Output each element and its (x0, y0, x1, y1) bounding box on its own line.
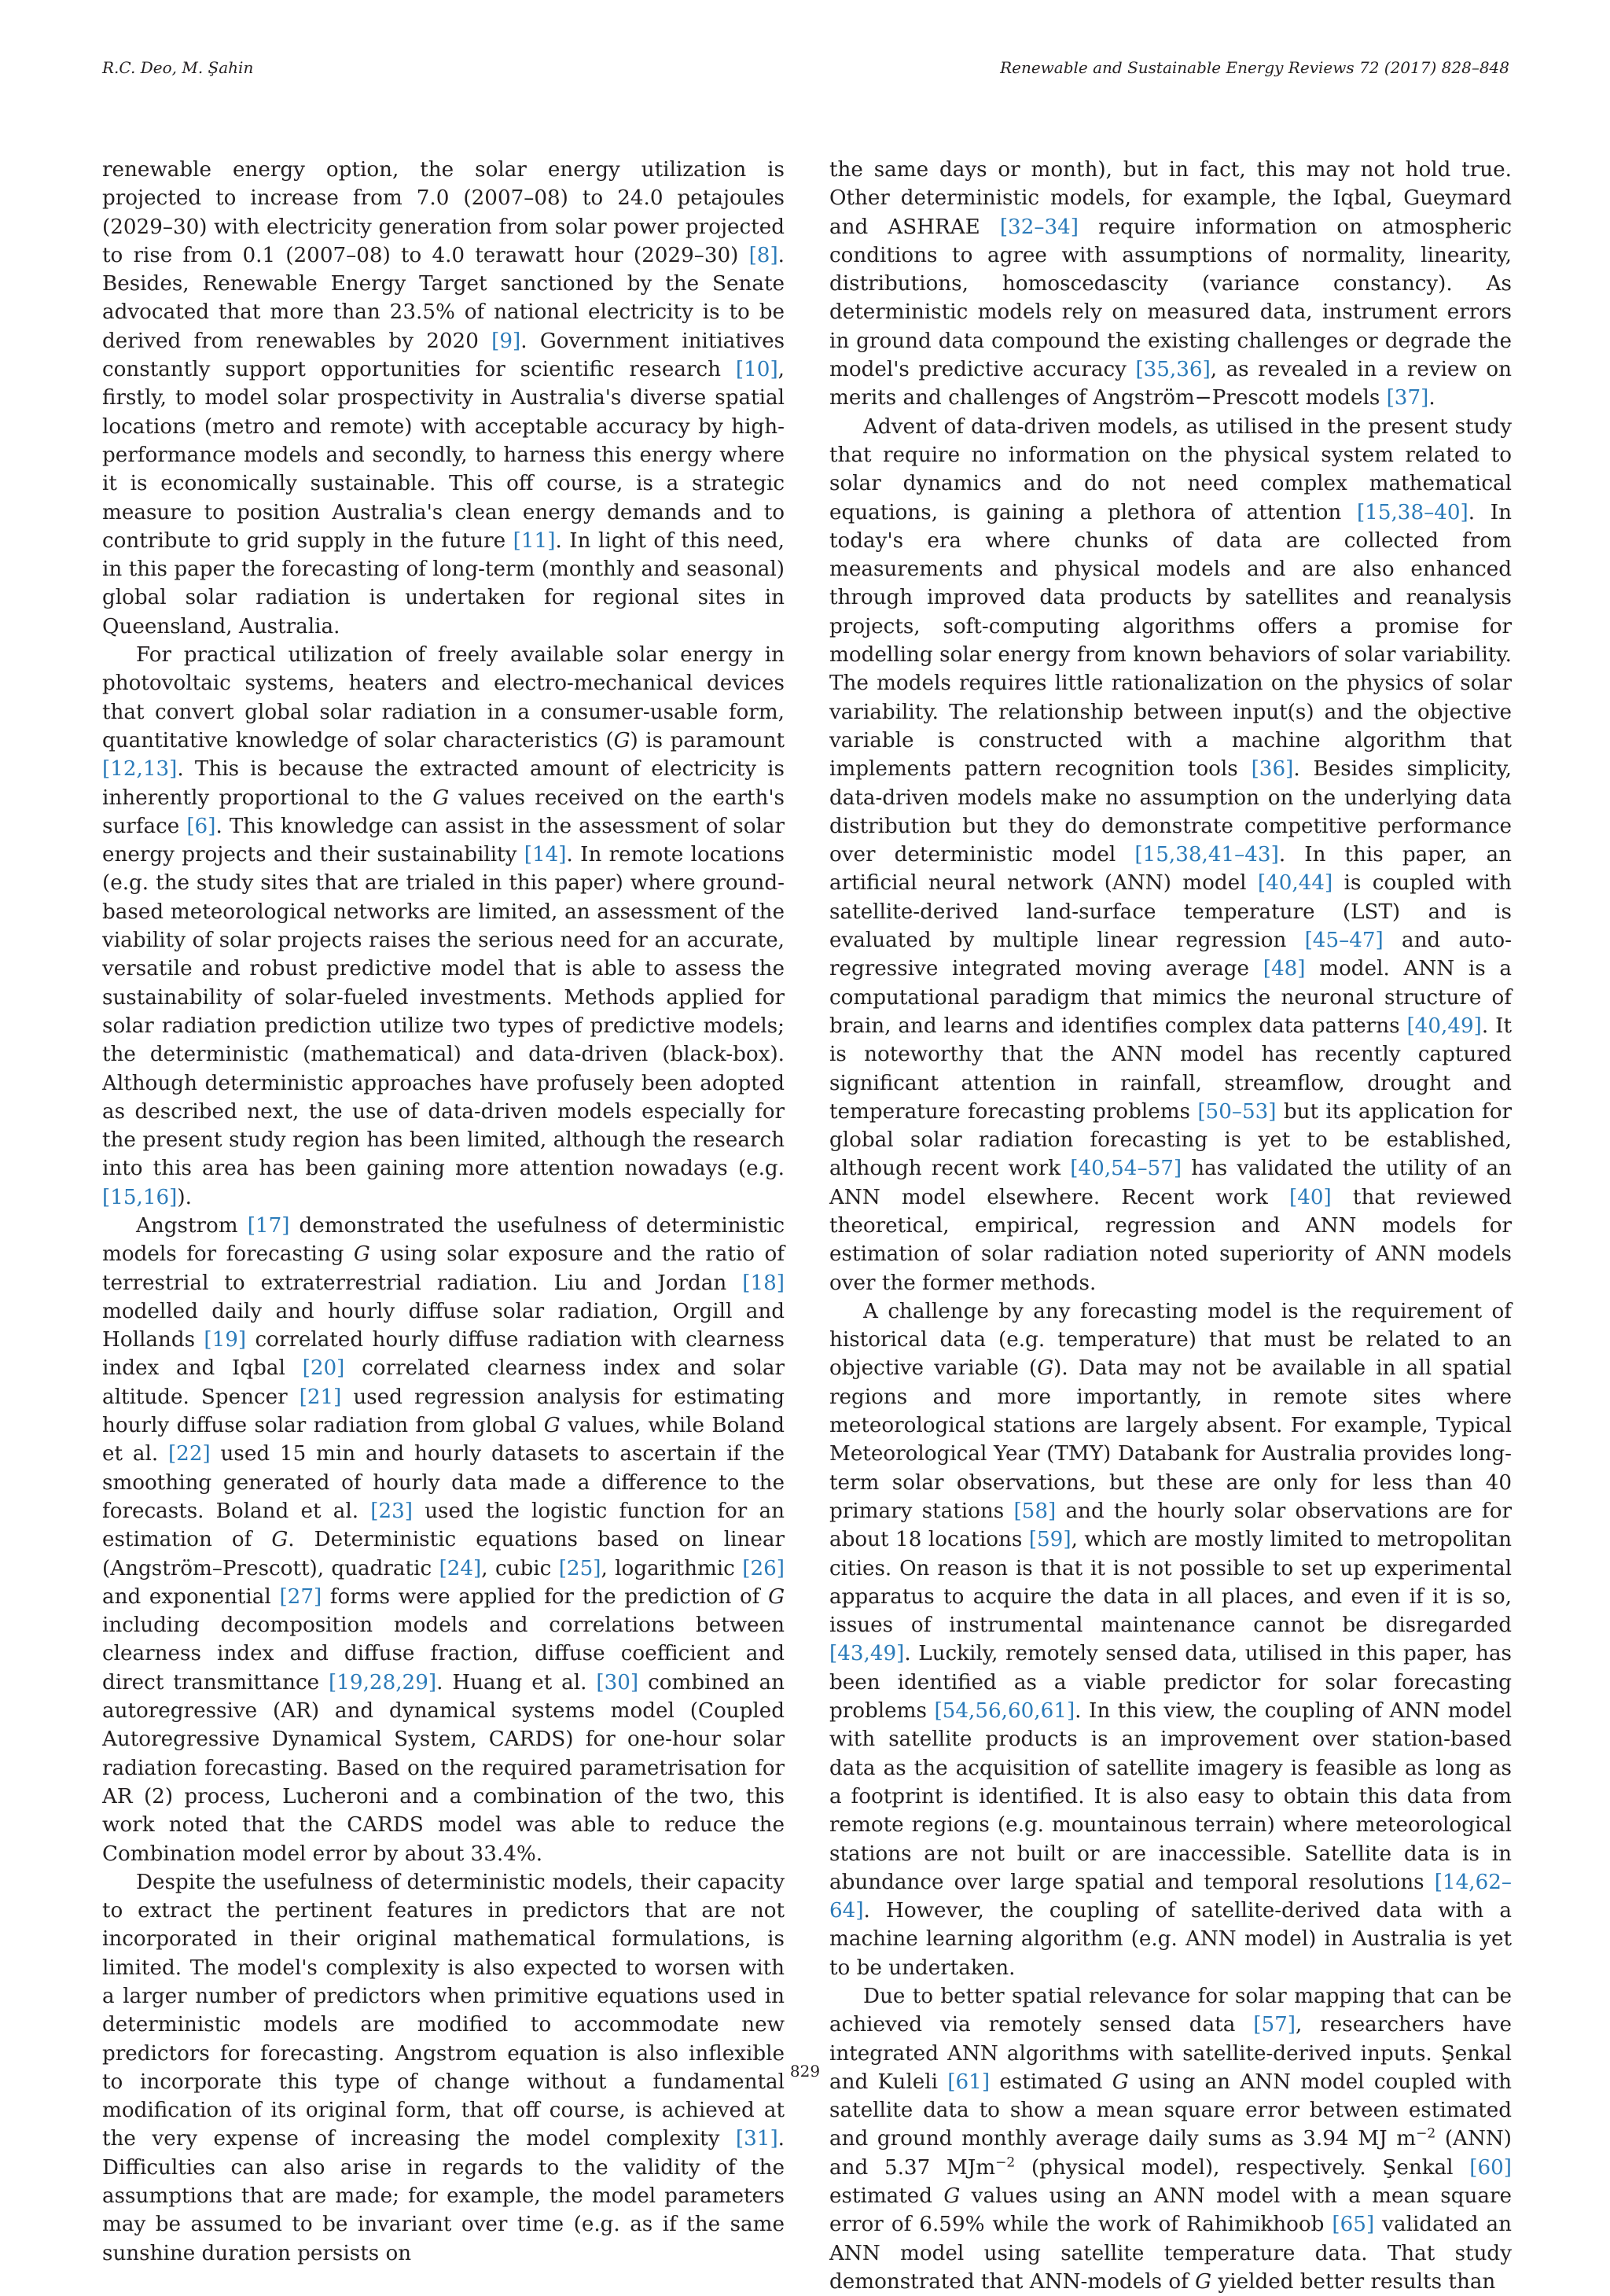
citation-link[interactable]: [20] (302, 1356, 345, 1381)
citation-link[interactable]: [9] (491, 329, 521, 353)
paragraph: For practical utilization of freely available solar energy in photovoltaic systems, heaters and electro-mechanical devices that convert global solar radiation in a consumer-usable form, quantitative knowledge of solar characteristics (G) is paramount [12,13]. This is because the extracted amount of electricity is inherently proportional to the G values received on the earth's surface [6]. This knowledge can assist in the assessment of solar energy projects and their sustainability [14]. In remote locations (e.g. the study sites that are trialed in this paper) where ground-based meteorological networks are limited, an assessment of the viability of solar projects raises the serious need for an accurate, versatile and robust predictive model that is able to assess the sustainability of solar-fueled investments. Methods applied for solar radiation prediction utilize two types of predictive models; the deterministic (mathematical) and data-driven (black-box). Although deterministic approaches have profusely been adopted as described next, the use of data-driven models especially for the present study region has been limited, although the research into this area has been gaining more attention nowadays (e.g. [15,16]). (102, 643, 785, 1209)
variable-g: G (1195, 2269, 1212, 2294)
citation-link[interactable]: [30] (596, 1670, 639, 1694)
citation-link[interactable]: [15,16] (102, 1185, 178, 1209)
citation-link[interactable]: [57] (1253, 2013, 1296, 2037)
citation-link[interactable]: [50–53] (1197, 1099, 1277, 1124)
variable-g: G (1112, 2070, 1129, 2094)
citation-link[interactable]: [40,44] (1257, 871, 1333, 896)
citation-link[interactable]: [54,56,60,61] (934, 1699, 1075, 1724)
citation-link[interactable]: [45–47] (1304, 929, 1384, 953)
variable-g: G (432, 786, 450, 810)
citation-link[interactable]: [17] (247, 1213, 290, 1238)
citation-link[interactable]: [22] (167, 1442, 211, 1466)
variable-g: G (943, 2184, 961, 2209)
citation-link[interactable]: [14,62–64] (829, 1870, 1512, 1923)
header-authors: R.C. Deo, M. Şahin (102, 58, 254, 77)
citation-link[interactable]: [15,38–40] (1356, 500, 1468, 524)
citation-link[interactable]: [8] (748, 243, 778, 267)
citation-link[interactable]: [27] (279, 1584, 322, 1609)
citation-link[interactable]: [19,28,29] (329, 1670, 437, 1694)
citation-link[interactable]: [40] (1289, 1185, 1332, 1209)
citation-link[interactable]: [11] (513, 528, 556, 553)
variable-g: G (768, 1584, 785, 1609)
citation-link[interactable]: [43,49] (829, 1642, 905, 1666)
header-journal: Renewable and Sustainable Energy Reviews 72 (2017) 828–848 (1000, 58, 1509, 77)
variable-g: G (613, 728, 630, 752)
paragraph: Angstrom [17] demonstrated the usefulness of deterministic models for forecasting G using solar exposure and the ratio of terrestrial to extraterrestrial radiation. Liu and Jordan [18] modelled daily and hourly diffuse solar radiation, Orgill and Hollands [19] correlated hourly diffuse radiation with clearness index and Iqbal [20] correlated clearness index and solar altitude. Spencer [21] used regression analysis for estimating hourly diffuse solar radiation from global G values, while Boland et al. [22] used 15 min and hourly datasets to ascertain if the smoothing generated of hourly data made a difference to the forecasts. Boland et al. [23] used the logistic function for an estimation of G. Deterministic equations based on linear (Angström–Prescott), quadratic [24], cubic [25], logarithmic [26] and exponential [27] forms were applied for the prediction of G including decomposition models and correlations between clearness index and diffuse fraction, diffuse coefficient and direct transmittance [19,28,29]. Huang et al. [30] combined an autoregressive (AR) and dynamical systems model (Coupled Autoregressive Dynamical System, CARDS) for one-hour solar radiation forecasting. Based on the required parametrisation for AR (2) process, Lucheroni and a combination of the two, this work noted that the CARDS model was able to reduce the Combination model error by about 33.4%. (102, 1213, 785, 1866)
running-head (102, 58, 1509, 82)
citation-link[interactable]: [60] (1469, 2155, 1513, 2180)
variable-g: G (353, 1242, 370, 1267)
citation-link[interactable]: [36] (1251, 757, 1294, 782)
variable-g: G (271, 1528, 289, 1552)
citation-link[interactable]: [61] (947, 2070, 991, 2094)
superscript: −2 (1416, 2125, 1436, 2142)
citation-link[interactable]: [19] (204, 1328, 247, 1352)
paragraph: Advent of data-driven models, as utilised in the present study that require no information on the physical system related to solar dynamics and do not need complex mathematical equations, is gaining a plethora of attention [15,38–40]. In today's era where chunks of data are collected from measurements and physical models and are also enhanced through improved data products by satellites and reanalysis projects, soft-computing algorithms offers a promise for modelling solar energy from known behaviors of solar variability. The models requires little rationalization on the physics of solar variability. The relationship between input(s) and the objective variable is constructed with a machine algorithm that implements pattern recognition tools [36]. Besides simplicity, data-driven models make no assumption on the underlying data distribution but they do demonstrate competitive performance over deterministic model [15,38,41–43]. In this paper, an artificial neural network (ANN) model [40,44] is coupled with satellite-derived land-surface temperature (LST) and is evaluated by multiple linear regression [45–47] and auto-regressive integrated moving average [48] model. ANN is a computational paradigm that mimics the neuronal structure of brain, and learns and identifies complex data patterns [40,49]. It is noteworthy that the ANN model has recently captured significant attention in rainfall, streamflow, drought and temperature forecasting problems [50–53] but its application for global solar radiation forecasting is yet to be established, although recent work [40,54–57] has validated the utility of an ANN model elsewhere. Recent work [40] that reviewed theoretical, empirical, regression and ANN models for estimation of solar radiation noted superiority of ANN models over the former methods. (829, 414, 1513, 1295)
citation-link[interactable]: [10] (735, 358, 778, 382)
variable-g: G (543, 1414, 561, 1438)
citation-link[interactable]: [26] (742, 1556, 785, 1580)
paragraph: A challenge by any forecasting model is the requirement of historical data (e.g. temperature) that must be related to an objective variable (G). Data may not be available in all spatial regions and more importantly, in remote sites where meteorological stations are largely absent. For example, Typical Meteorological Year (TMY) Databank for Australia provides long-term solar observations, but these are only for less than 40 primary stations [58] and the hourly solar observations are for about 18 locations [59], which are mostly limited to metropolitan cities. On reason is that it is not possible to set up experimental apparatus to acquire the data in all places, and even if it is so, issues of instrumental maintenance cannot be disregarded [43,49]. Luckily, remotely sensed data, utilised in this paper, has been identified as a viable predictor for solar forecasting problems [54,56,60,61]. In this view, the coupling of ANN model with satellite products is an improvement over station-based data as the acquisition of satellite imagery is feasible as long as a footprint is identified. It is also easy to obtain this data from remote regions (e.g. mountainous terrain) where meteorological stations are not built or are inaccessible. Satellite data is in abundance over large spatial and temporal resolutions [14,62–64]. However, the coupling of satellite-derived data with a machine learning algorithm (e.g. ANN model) in Australia is yet to be undertaken. (829, 1299, 1513, 1980)
citation-link[interactable]: [15,38,41–43] (1134, 843, 1279, 867)
citation-link[interactable]: [58] (1013, 1499, 1057, 1523)
citation-link[interactable]: [40,49] (1406, 1014, 1482, 1038)
citation-link[interactable]: [24] (439, 1556, 482, 1580)
citation-link[interactable]: [35,36] (1135, 358, 1211, 382)
citation-link[interactable]: [59] (1028, 1528, 1071, 1552)
citation-link[interactable]: [31] (735, 2127, 778, 2151)
citation-link[interactable]: [65] (1332, 2213, 1375, 2237)
page-number: 829 (789, 2062, 821, 2081)
citation-link[interactable]: [40,54–57] (1070, 1157, 1182, 1181)
paragraph: renewable energy option, the solar energy utilization is projected to increase from 7.0 (2007–08) to 24.0 petajoules (2029–30) with electricity generation from solar power projected to rise from 0.1 (2007–08) to 4.0 terawatt hour (2029–30) [8]. Besides, Renewable Energy Target sanctioned by the Senate advocated that more than 23.5% of national electricity is to be derived from renewables by 2020 [9]. Government initiatives constantly support opportunities for scientific research [10], firstly, to model solar prospectivity in Australia's diverse spatial locations (metro and remote) with acceptable accuracy by high-performance models and secondly, to harness this energy where it is economically sustainable. This off course, is a strategic measure to position Australia's clean energy demands and to contribute to grid supply in the future [11]. In light of this need, in this paper the forecasting of long-term (monthly and seasonal) global solar radiation is undertaken for regional sites in Queensland, Australia. (102, 158, 785, 638)
citation-link[interactable]: [6] (186, 814, 216, 838)
variable-g: G (1037, 1356, 1054, 1381)
citation-link[interactable]: [12,13] (102, 757, 178, 782)
citation-link[interactable]: [32–34] (999, 215, 1079, 239)
citation-link[interactable]: [18] (742, 1271, 785, 1295)
citation-link[interactable]: [37] (1386, 386, 1429, 410)
citation-link[interactable]: [23] (370, 1499, 413, 1523)
citation-link[interactable]: [14] (524, 843, 567, 867)
citation-link[interactable]: [48] (1263, 957, 1306, 981)
left-column (102, 156, 785, 2268)
superscript: −2 (995, 2154, 1016, 2171)
paragraph: the same days or month), but in fact, this may not hold true. Other deterministic models, for example, the Iqbal, Gueymard and ASHRAE [32–34] require information on atmospheric conditions to agree with assumptions of normality, linearity, distributions, homoscedascity (variance constancy). As deterministic models rely on measured data, instrument errors in ground data compound the existing challenges or degrade the model's predictive accuracy [35,36], as revealed in a review on merits and challenges of Angström−Prescott models [37]. (829, 158, 1512, 410)
right-column (829, 156, 1512, 2296)
citation-link[interactable]: [21] (299, 1385, 342, 1409)
paragraph: Despite the usefulness of deterministic models, their capacity to extract the pertinent features in predictors that are not incorporated in their original mathematical formulations, is limited. The model's complexity is also expected to worsen with a larger number of predictors when primitive equations used in deterministic models are modified to accommodate new predictors for forecasting. Angstrom equation is also inflexible to incorporate this type of change without a fundamental modification of its original form, that off course, is achieved at the very expense of increasing the model complexity [31]. Difficulties can also arise in regards to the validity of the assumptions that are made; for example, the model parameters may be assumed to be invariant over time (e.g. as if the same sunshine duration persists on (102, 1870, 785, 2265)
citation-link[interactable]: [25] (558, 1556, 601, 1580)
paragraph: Due to better spatial relevance for solar mapping that can be achieved via remotely sensed data [57], researchers have integrated ANN algorithms with satellite-derived inputs. Şenkal and Kuleli [61] estimated G using an ANN model coupled with satellite data to show a mean square error between estimated and ground monthly average daily sums as 3.94 MJ $m^{-2}$ (ANN) and 5.37 MJm$^{-2}$ (physical model), respectively. Şenkal [60] estimated G values using an ANN model with a mean square error of 6.59% while the work of Rahimikhoob [65] validated an ANN model using satellite temperature data. That study demonstrated that ANN-models of G yielded better results than (829, 1985, 1513, 2294)
